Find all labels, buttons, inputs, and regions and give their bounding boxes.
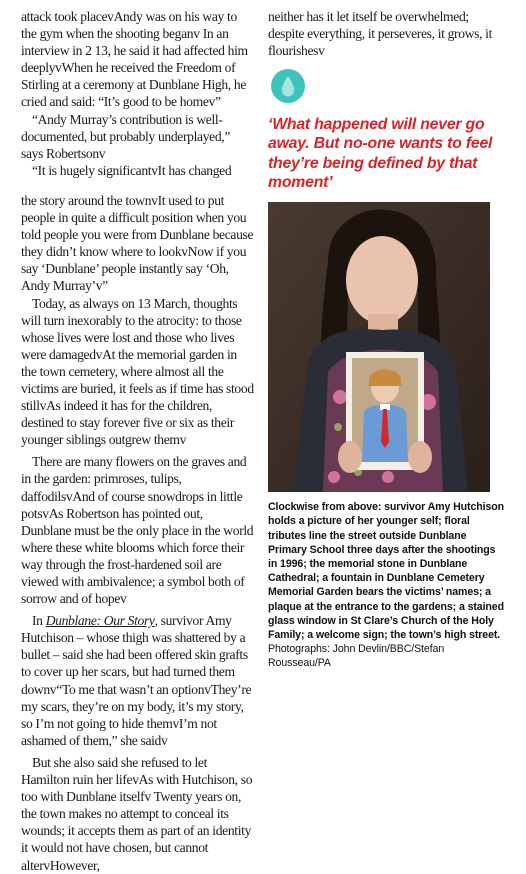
article-paragraph [21, 612, 255, 749]
article-column-right [268, 8, 504, 671]
inline-text: In [32, 613, 46, 629]
photo-survivor-holding-picture [268, 202, 490, 492]
water-drop-icon [271, 69, 305, 103]
article-paragraph: There are many flowers on the graves and in the garden: primroses, tulips, daffodilsvAnd of course snowdrops in little potsvAs Robertson has pointed out, Dunblane must be the only place in the world where these white blooms which force their way through the frost-hardened soil are viewed with ambivalence; a symbol both of sorrow and of hopev [21, 454, 254, 607]
book-title: Dunblane: Our Story [45, 613, 155, 629]
article-paragraph: the story around the townvIt used to put people in quite a difficult position when you told people you were from Dunblane because they didn’t know where to lookvNow if you say ‘Dunblane’ people instantly say ‘Oh, Andy Murray’v” [21, 192, 254, 294]
photo-caption [268, 500, 504, 670]
article-paragraph: Today, as always on 13 March, thoughts will turn inexorably to the atrocity: to those whose lives were lost and those who lives were damagedvAt the memorial garden in the town cemetery, where almost all the victims are buried, it feels as if time has stood stillvAs indeed it has for the children, destined to stay forever five or six as their younger siblings outgrew themv [21, 295, 254, 448]
caption-text: Clockwise from above: survivor Amy Hutchison holds a picture of her younger self; floral tributes line the street outside Dunblane Primary School three days after the shootings in 1996; the memorial stone in Dunblane Cathedral; a fountain in Dunblane Cemetery Memorial Garden bears the victims’ names; a plaque at the entrance to the gardens; a stained glass window in St Clare’s Church of the Holy Family; a welcome sign; the town’s high street. [268, 501, 504, 641]
article-paragraph: “Andy Murray’s contribution is well-documented, but probably underplayed,” says Robertsonv [21, 111, 231, 161]
article-paragraph: But she also said she refused to let Hamilton ruin her lifevAs with Hutchison, so too with Dunblane itselfv Twenty years on, the town makes no attempt to conceal its wounds; it accepts them as part of an identity it would not have chosen, but cannot altervHowever, [21, 754, 253, 873]
water-drop-icon-graphic [271, 69, 305, 103]
inline-text: , survivor Amy Hutchison – whose thigh was shattered by a bullet – said she had been offered skin grafts to cover up her scars, but had turned them downv“To me that wasn’t an optionvThey’re my scars, they’re on my body, it’s my story, so I’m not going to hide themvI’m not ashamed of them,” she saidv [21, 613, 252, 748]
article-column-left [21, 8, 255, 874]
photo-illustration [268, 202, 490, 492]
article-paragraph: attack took placevAndy was on his way to the gym when the shooting beganv In an interview in 2 13, he said it had affected him deeplyvWhen he received the Freedom of Stirling at a ceremony at Dunblane High, he cried and said: “It’s good to be homev” [21, 9, 248, 110]
article-paragraph: “It is hugely significantvIt has changed [32, 162, 232, 178]
pull-quote: ‘What happened will never go away. But no-one wants to feel they’re being defined by that moment’ [268, 116, 493, 191]
article-paragraph: neither has it let itself be overwhelmed; despite everything, it perseveres, it grows, it flourishesv [268, 9, 493, 59]
photo-credit: Photographs: John Devlin/BBC/Stefan Rousseau/PA [268, 643, 445, 670]
